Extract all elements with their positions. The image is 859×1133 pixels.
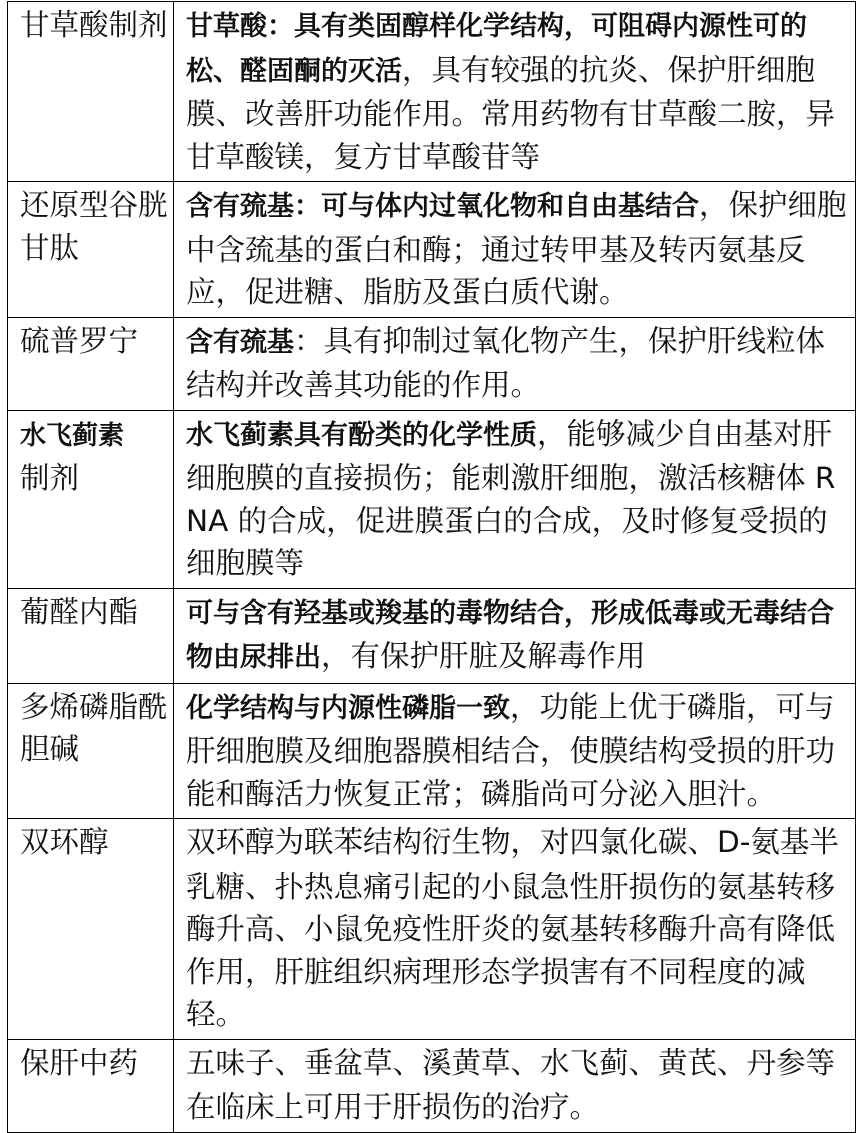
table-row — [8, 317, 856, 410]
description-text: ：具有抑制过氧化物产生，保护肝线粒体结构并改善其功能的作用。 — [186, 323, 826, 402]
description-text: ，能够减少自由基对肝细胞膜的直接损伤；能刺激肝细胞，激活核糖体 RNA 的合成，促进膜蛋白的合成，及时修复受损的细胞膜等 — [186, 416, 836, 580]
drug-description-cell — [174, 410, 856, 588]
drug-description-cell — [174, 317, 856, 410]
drug-name: 制剂 — [20, 461, 80, 495]
drug-name-cell — [8, 2, 174, 182]
mechanism-highlight: 含有巯基：可与体内过氧化物和自由基结合 — [186, 191, 699, 222]
drug-description-cell — [174, 819, 856, 1040]
drug-name-cell — [8, 588, 174, 683]
description-text: ，功能上优于磷脂，可与肝细胞膜及细胞器膜相结合，使膜结构受损的肝功能和酶活力恢复正常；磷脂尚可分泌入胆汁。 — [186, 689, 836, 811]
description-text: 双环醇为联苯结构衍生物，对四氯化碳、D-氨基半乳糖、扑热息痛引起的小鼠急性肝损伤的氨基转移酶升高、小鼠免疫性肝炎的氨基转移酶升高有降低作用，肝脏组织病理形态学损害有不同程度的减轻。 — [186, 825, 839, 1031]
description-text: ，有保护肝脏及解毒作用 — [321, 639, 646, 673]
mechanism-highlight: 化学结构与内源性磷脂一致 — [186, 692, 510, 724]
drug-name-cell — [8, 819, 174, 1040]
drug-name: 还原型谷胱甘肽 — [20, 188, 168, 265]
drug-table — [7, 1, 856, 1133]
drug-name: 多烯磷脂酰胆碱 — [20, 689, 168, 766]
table-row — [8, 819, 856, 1040]
drug-description-cell — [174, 182, 856, 318]
table-row — [8, 683, 856, 819]
drug-description-cell — [174, 2, 856, 182]
drug-name-cell — [8, 317, 174, 410]
drug-description-cell — [174, 683, 856, 819]
table-row — [8, 2, 856, 182]
description-text: ，保护细胞中含巯基的蛋白和酶；通过转甲基及转丙氨基反应，促进糖、脂肪及蛋白质代谢。 — [186, 188, 847, 309]
mechanism-highlight: 水飞蓟素具有酚类的化学性质 — [186, 419, 537, 451]
table-row — [8, 410, 856, 588]
table-row — [8, 1039, 856, 1132]
drug-name-cell — [8, 683, 174, 819]
drug-description-cell — [174, 1039, 856, 1132]
drug-name: 硫普罗宁 — [20, 323, 139, 358]
drug-name-highlight: 水飞蓟素 — [20, 420, 125, 451]
drug-name: 甘草酸制剂 — [20, 8, 168, 42]
mechanism-highlight: 含有巯基 — [186, 326, 294, 358]
mechanism-highlight: 甘草酸：具有类固醇样化学结构，可阻碍内源性可的松、醛固酮的灭活 — [186, 11, 807, 87]
drug-name: 保肝中药 — [20, 1045, 139, 1080]
description-text: ，具有较强的抗炎、保护肝细胞膜、改善肝功能作用。常用药物有甘草酸二胺，异甘草酸镁，复方甘草酸苷等 — [186, 52, 836, 174]
drug-name-cell — [8, 1039, 174, 1132]
mechanism-highlight: 可与含有羟基或羧基的毒物结合，形成低毒或无毒结合物由尿排出 — [186, 597, 834, 673]
drug-description-cell — [174, 588, 856, 683]
description-text: 五味子、垂盆草、溪黄草、水飞蓟、黄芪、丹参等在临床上可用于肝损伤的治疗。 — [186, 1045, 836, 1124]
drug-name-cell — [8, 182, 174, 318]
table-row — [8, 588, 856, 683]
table-row — [8, 182, 856, 318]
drug-name-cell — [8, 410, 174, 588]
drug-name: 双环醇 — [20, 825, 109, 859]
drug-name: 葡醛内酯 — [20, 594, 139, 629]
